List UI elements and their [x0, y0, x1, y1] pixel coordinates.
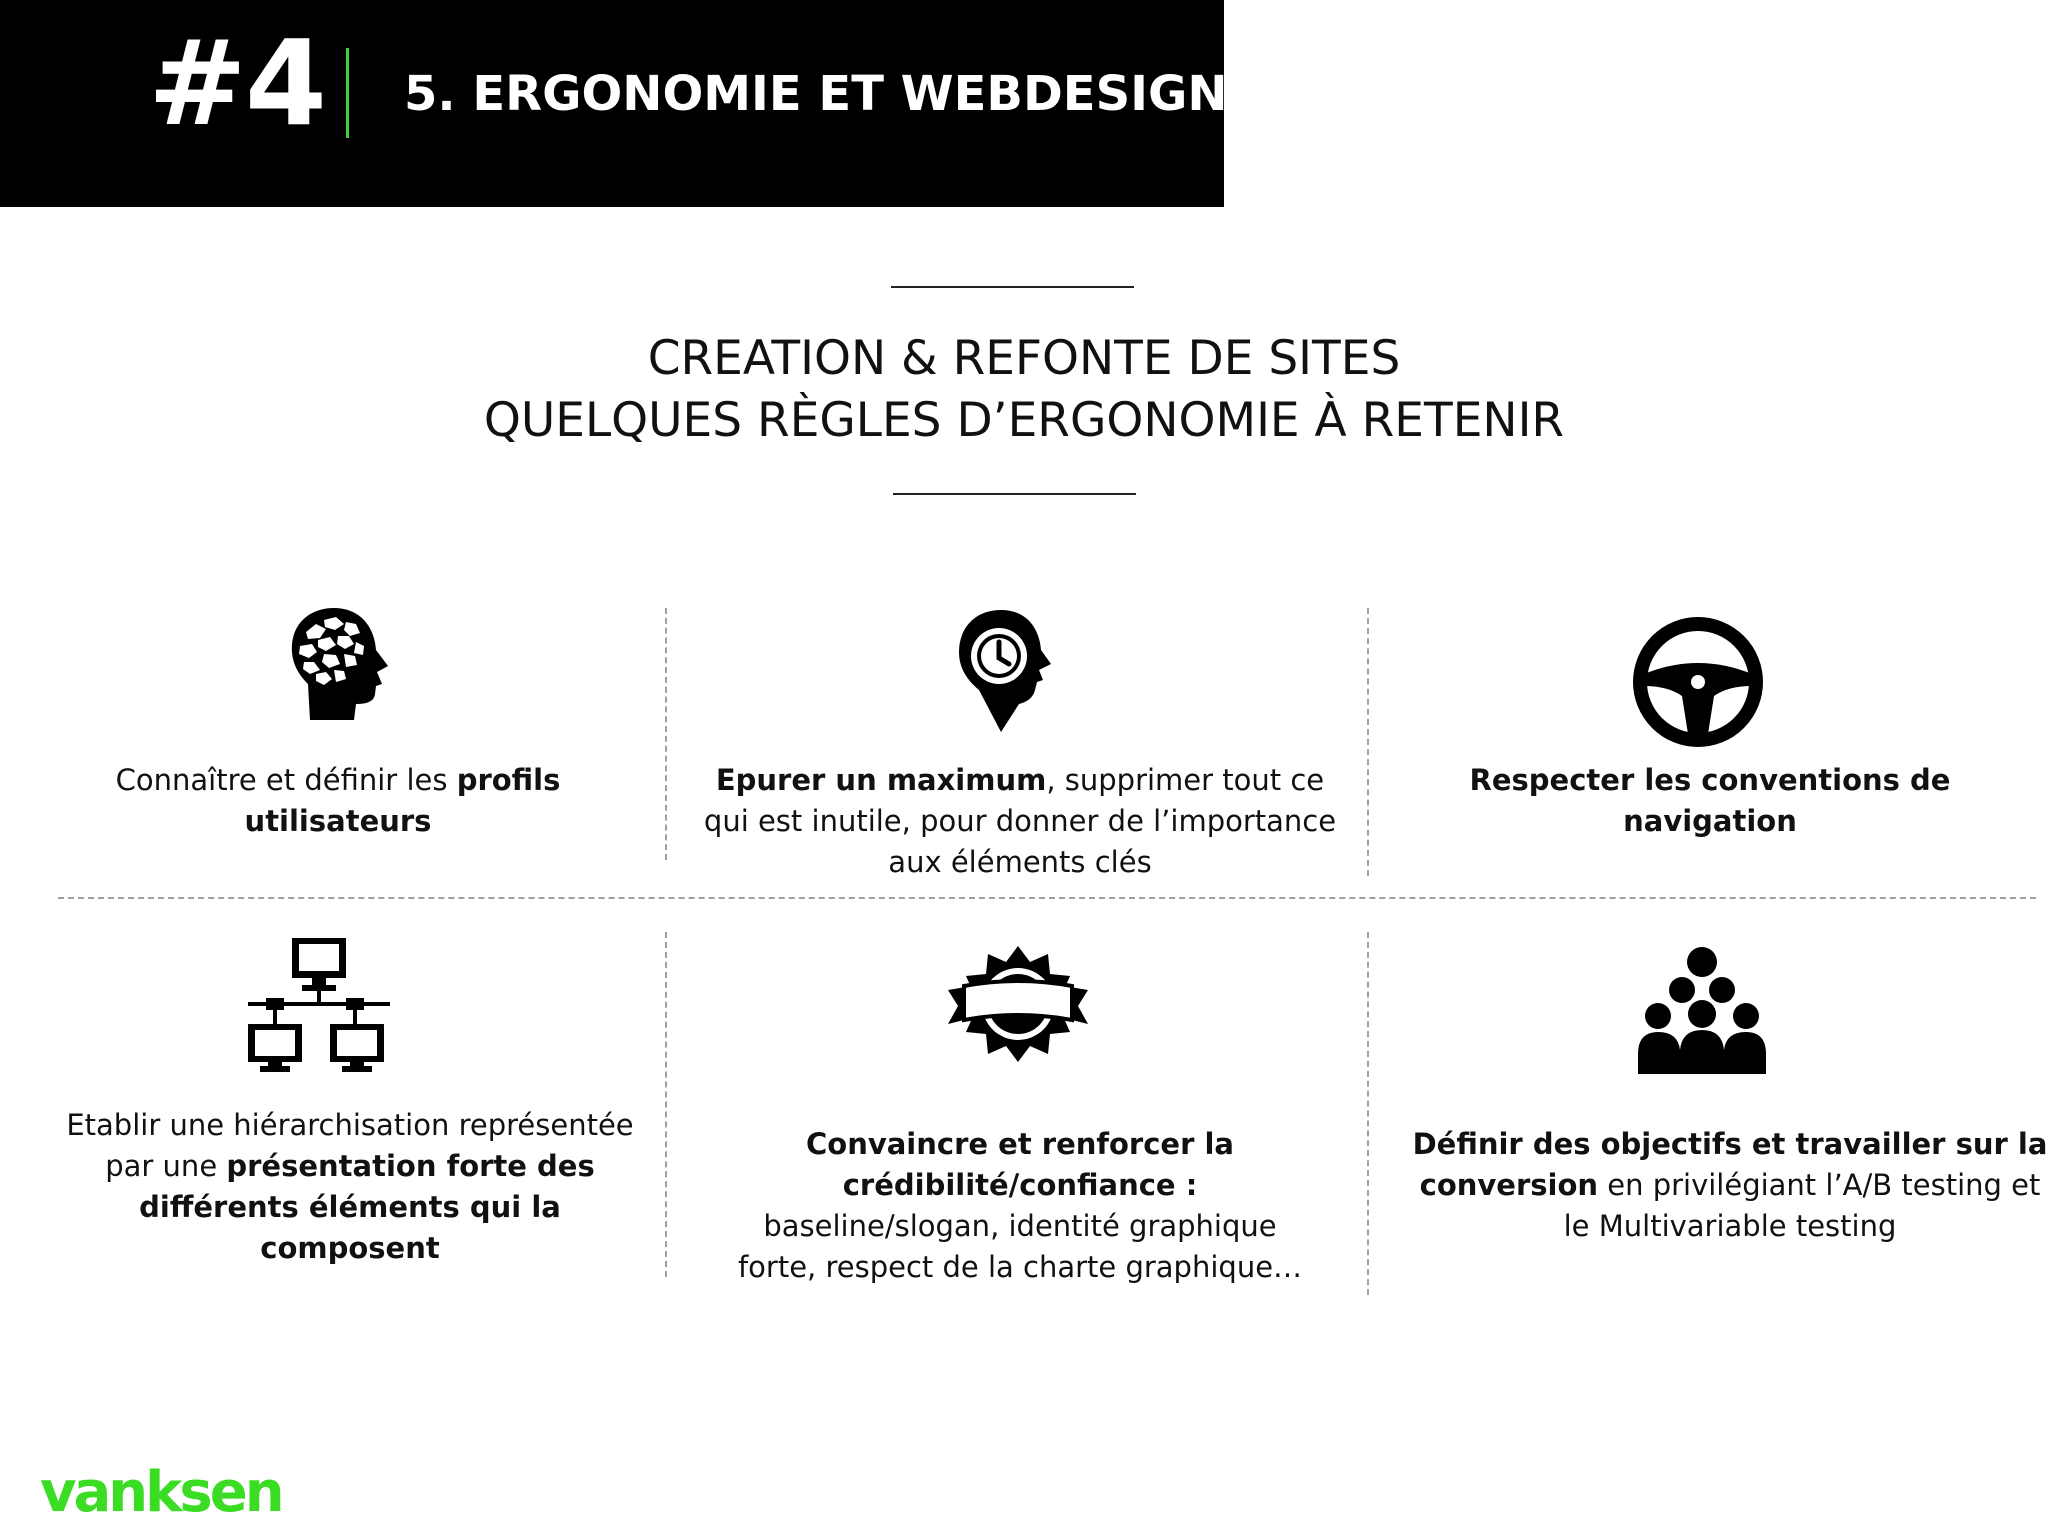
- grid-divider-vertical: [665, 608, 667, 860]
- grid-divider-vertical: [1367, 932, 1369, 1295]
- title-rule-bottom: [893, 493, 1136, 495]
- header-separator: [346, 48, 349, 138]
- rule-text-segment: Respecter les conventions de navigation: [1469, 763, 1951, 838]
- rule-text-segment: présentation forte des différents éléments qui la composent: [139, 1149, 595, 1265]
- rule-text-1: [110, 760, 566, 842]
- header-band: [0, 0, 1228, 207]
- vanksen-logo: vanksen: [40, 1460, 282, 1525]
- rule-text-3: [1430, 760, 1990, 842]
- rule-text-segment: profils utilisateurs: [244, 763, 561, 838]
- section-title: 5. ERGONOMIE ET WEBDESIGN: [404, 66, 1228, 122]
- rule-text-segment: Epurer un maximum: [715, 763, 1047, 797]
- rule-text-segment: en privilégiant l’A/B testing et le Multivariable testing: [1563, 1168, 2041, 1243]
- rule-text-segment: baseline/slogan, identité graphique forte, respect de la charte graphique…: [737, 1209, 1303, 1284]
- rule-text-2: [700, 760, 1340, 883]
- rule-text-5: [720, 1124, 1320, 1288]
- rule-text-segment: Définir des objectifs et travailler sur la: [1412, 1127, 2048, 1161]
- title-rule-top: [891, 286, 1134, 288]
- people-group-icon: [1636, 946, 1768, 1074]
- rule-text-segment: , supprimer tout ce qui est inutile, pour donner de l’importance aux éléments clés: [703, 763, 1337, 879]
- steering-wheel-icon: [1632, 616, 1764, 748]
- rule-text-segment: Convaincre et renforcer la crédibilité/confiance :: [805, 1127, 1235, 1202]
- section-number: #4: [148, 14, 325, 152]
- main-title-line-2: QUELQUES RÈGLES D’ERGONOMIE À RETENIR: [483, 393, 1565, 448]
- brain-head-icon: [286, 606, 398, 722]
- badge-ribbon-icon: [948, 946, 1088, 1062]
- main-title: [0, 328, 2048, 452]
- grid-divider-vertical: [665, 932, 667, 1277]
- grid-divider-vertical: [1367, 608, 1369, 876]
- rule-text-segment: Etablir une hiérarchisation représentée par une: [66, 1108, 634, 1183]
- rule-text-segment: conversion: [1419, 1168, 1599, 1202]
- head-clock-icon: [955, 608, 1055, 734]
- rule-text-segment: Connaître et définir les: [115, 763, 457, 797]
- main-title-line-1: CREATION & REFONTE DE SITES: [647, 331, 1401, 386]
- network-computers-icon: [246, 938, 392, 1072]
- grid-divider-horizontal: [58, 897, 2036, 899]
- rule-text-4: [52, 1105, 648, 1269]
- rule-text-6: [1410, 1124, 2048, 1247]
